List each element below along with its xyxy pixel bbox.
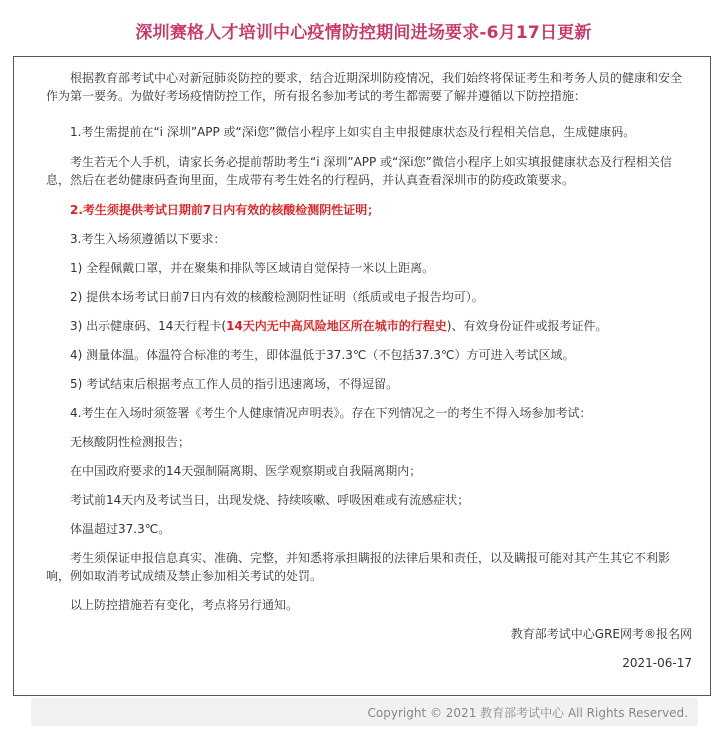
notice-box [13,56,711,696]
condition-3: 考试前14天内及考试当日，出现发烧、持续咳嗽、呼吸困难或有流感症状； [70,493,470,507]
requirement-3-5: 5) 考试结束后根据考点工作人员的指引迅速离场，不得逗留。 [70,377,399,391]
condition-1: 无核酸阴性检测报告； [70,435,191,449]
requirement-3-3-highlight: 14天内无中高风险地区所在城市的行程史 [226,319,447,333]
footer-bar [31,698,698,726]
requirement-3-2: 2) 提供本场考试日前7日内有效的核酸检测阴性证明（纸质或电子报告均可）。 [70,290,484,304]
publish-date: 2021-06-17 [622,656,692,670]
guarantee-paragraph: 考生须保证申报信息真实、准确、完整，并知悉将承担瞒报的法律后果和责任，以及瞒报可能对其产生其它不利影响，例如取消考试成绩及禁止参加相关考试的处罚。 [46,551,671,583]
requirement-3-3-post: )、有效身份证件或报考证件。 [446,319,608,333]
requirement-4: 4.考生在入场时须签署《考生个人健康情况声明表》。存在下列情况之一的考生不得入场参加考试： [70,406,592,420]
requirement-3-4: 4) 测量体温。体温符合标准的考生，即体温低于37.3℃（不包括37.3℃）方可进入考试区域。 [70,348,575,362]
requirement-2: 2.考生须提供考试日期前7日内有效的核酸检测阴性证明； [70,203,380,217]
requirement-3-3 [46,317,692,335]
requirement-3-3-pre: 3) 出示健康码、14天行程卡( [70,319,227,333]
page-title: 深圳赛格人才培训中心疫情防控期间进场要求-6月17日更新 [135,23,592,43]
change-notice: 以上防控措施若有变化，考点将另行通知。 [70,598,299,612]
copyright-text: Copyright © 2021 教育部考试中心 All Rights Reserved. [367,706,688,720]
notice-content [46,69,692,672]
condition-2: 在中国政府要求的14天强制隔离期、医学观察期或自我隔离期内； [70,464,422,478]
requirement-1-note: 考生若无个人手机，请家长务必提前帮助考生“i 深圳”APP 或“深i您”微信小程序上如实填报健康状态及行程相关信息，然后在老幼健康码查询里面，生成带有考生姓名的行程码，并认真查看深圳市的防疫政策要求。 [46,155,672,187]
intro-paragraph: 根据教育部考试中心对新冠肺炎防控的要求，结合近期深圳防疫情况，我们始终将保证考生和考务人员的健康和安全作为第一要务。为做好考场疫情防控工作，所有报名参加考试的考生都需要了解并遵循以下防控措施： [46,71,683,103]
requirement-3-1: 1) 全程佩戴口罩，并在聚集和排队等区域请自觉保持一米以上距离。 [70,261,435,275]
requirement-3: 3.考生入场须遵循以下要求： [70,232,226,246]
requirement-1: 1.考生需提前在“i 深圳”APP 或“深i您”微信小程序上如实自主申报健康状态及行程相关信息，生成健康码。 [70,125,636,139]
condition-4: 体温超过37.3℃。 [70,522,171,536]
signature: 教育部考试中心GRE网考®报名网 [510,627,692,641]
